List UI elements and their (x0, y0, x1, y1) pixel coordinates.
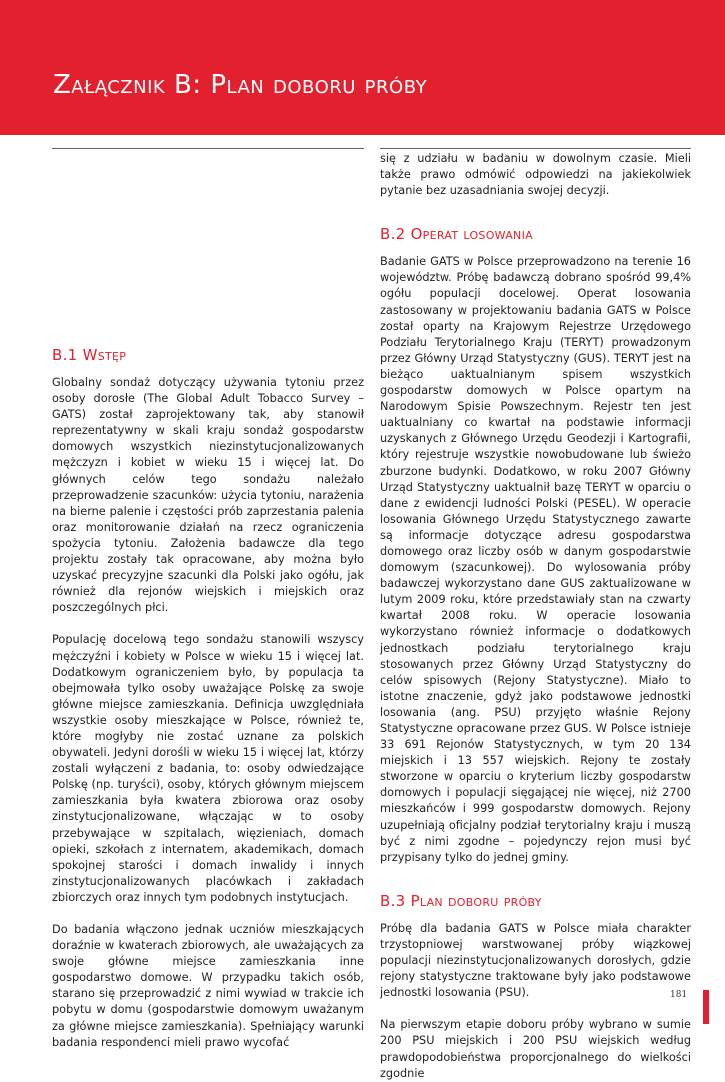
section-b2-title: B.2 Operat losowania (380, 225, 533, 244)
page-marker-bar (703, 990, 709, 1024)
page-title: Załącznik B: Plan doboru próby (53, 70, 428, 100)
body-paragraph: Do badania włączono jednak uczniów mieszkających doraźnie w kwaterach zbiorowych, ale uważających za swoje główne miejsce zamieszkania inne gospodarstwo domowe. W przypadku takich osób, starano się przeprowadzić z nimi wywiad w trakcie ich pobytu w domu (gospodarstwie domowym uważanym za główne miejsce zamieszkania). Spełniający warunki badania respondenci mieli prawo wycofać (52, 923, 364, 1049)
section-b3-title: B.3 Plan doboru próby (380, 891, 542, 910)
body-paragraph: Populację docelową tego sondażu stanowili wszyscy mężczyźni i kobiety w Polsce w wieku 15 i więcej lat. Dodatkowym ograniczeniem było, by populacja ta obejmowała tylko osoby uważające Polskę za swoje główne miejsce zamieszkania. Definicja uwzględniała wszystkie osoby mieszkające w Polsce, również te, które mogłyby nie zostać uznane za polskich obywateli. Jedyni dorośli w wieku 15 i więcej lat, którzy zostali wyłączeni z badania, to: osoby odwiedzające Polskę (np. turyści), osoby, których głównym miejscem zamieszkania była kwatera zbiorowa oraz osoby zinstytucjonalizowane, włączając w to osoby przebywające w szpitalach, więzieniach, domach opieki, szkołach z internatem, akademikach, domach spokojnej starości i domach inwalidy i innych zinstytucjonalizowanych placówkach i zakładach zbiorczych oraz innych tym podobnych instytucjach. (52, 633, 364, 904)
body-paragraph: Globalny sondaż dotyczący używania tytoniu przez osoby dorosłe (The Global Adult Tobacco Survey – GATS) został zaprojektowany tak, aby stanowił reprezentatywny w skali kraju sondaż gospodarstw domowych wszystkich niezinstytucjonalizowanych mężczyzn i kobiet w wieku 15 i więcej lat. Do głównych celów tego sondażu należało przeprowadzenie szacunków: użycia tytoniu, narażenia na bierne palenie i częstości prób zaprzestania palenia oraz monitorowanie działań na rzecz ograniczenia spożycia tytoniu. Założenia badawcze dla tego projektu zostały tak opracowane, aby można było uzyskać precyzyjne szacunki dla Polski jako ogółu, jak również dla rejonów wiejskich i miejskich oraz poszczególnych płci. (52, 376, 364, 615)
right-column (380, 151, 691, 1082)
left-column-rule (52, 148, 364, 149)
body-paragraph: się z udziału w badaniu w dowolnym czasie. Mieli także prawo odmówić odpowiedzi na jakiekolwiek pytanie bez uzasadniania swojej decyzji. (380, 152, 691, 198)
body-paragraph: Próbę dla badania GATS w Polsce miała charakter trzystopniowej warstwowanej próby wiązkowej populacji niezinstytucjonalizowanych dorosłych, gdzie rejony statystyczne traktowane były jako podstawowe jednostki losowania (PSU). (380, 921, 691, 1000)
page-number: 181 (670, 990, 688, 1000)
left-column (52, 346, 364, 1051)
section-b1-title: B.1 Wstęp (52, 346, 127, 364)
body-paragraph: Badanie GATS w Polsce przeprowadzono na terenie 16 województw. Próbę badawczą dobrano spośród 99,4% ogółu populacji docelowej. Operat losowania zastosowany w projektowaniu badania GATS w Polsce został oparty na Krajowym Rejestrze Urzędowego Podziału Terytorialnego Kraju (TERYT) prowadzonym przez Główny Urząd Statystyczny (GUS). TERYT jest na bieżąco uaktualnianym spisem wszystkich gospodarstw domowych w Polsce opartym na Narodowym Spisie Powszechnym. Rejestr ten jest uaktualniany co kwartał na podstawie informacji uzyskanych z Głównego Urzędu Geodezji i Kartografii, który rejestruje wszystkie nowobudowane lub świeżo zburzone budynki. Dodatkowo, w roku 2007 Główny Urząd Statystyczny uaktualnił bazę TERYT w oparciu o dane z ewidencji ludności Polski (PESEL). W operacie losowania Głównego Urzędu Statystycznego zawarte są informacje dotyczące adresu gospodarstwa domowego oraz liczby osób w danym gospodarstwie domowym (szacunkowej). Do wylosowania próby badawczej wykorzystano dane GUS zaktualizowane w lutym 2009 roku, które przedstawiały stan na czwarty kwartał 2008 roku. W operacie losowania wykorzystano również informacje o dodatkowych jednostkach podziału terytorialnego kraju stosowanych przez Główny Urząd Statystyczny do celów spisowych (Rejony Statystyczne). Miało to istotne znaczenie, gdyż jako podstawowe jednostki losowania (ang. PSU) przyjęto właśnie Rejony Statystyczne opracowane przez GUS. W Polsce istnieje 33 691 Rejonów Statystycznych, w tym 20 134 miejskich i 13 557 wiejskich. Rejony te zostały stworzone w oparciu o kryterium liczby gospodarstw domowych i populacji sięgającej nie więcej, niż 2700 mieszkańców i 999 gospodarstw domowych. Rejony uzupełniają oficjalny podział terytorialny kraju i muszą być z nimi zgodne – pojedynczy rejon musi być przypisany tylko do jednej gminy. (380, 255, 691, 864)
body-paragraph: Na pierwszym etapie doboru próby wybrano w sumie 200 PSU miejskich i 200 PSU wiejskich według prawdopodobieństwa proporcjonalnego do wielkości zgodnie (380, 1018, 691, 1080)
right-column-rule (380, 148, 691, 149)
header-banner (0, 0, 725, 135)
